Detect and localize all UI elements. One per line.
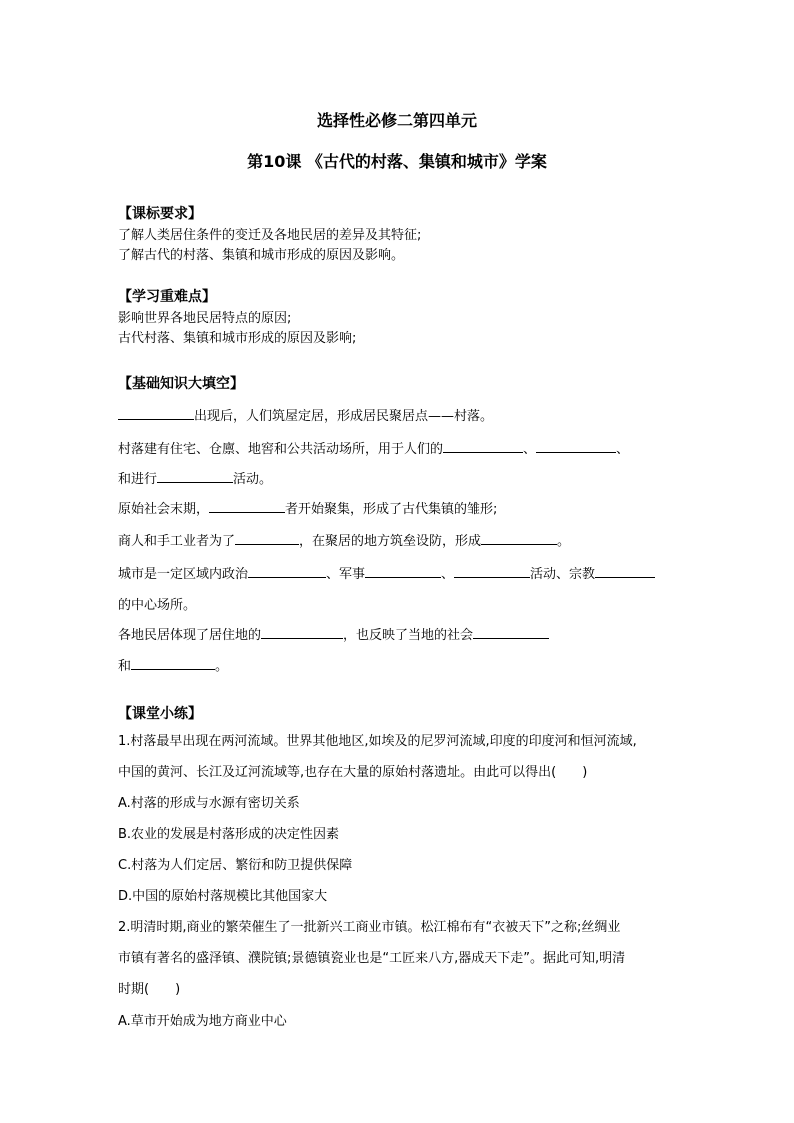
option-c[interactable]: C.村落为人们定居、繁衍和防卫提供保障 [118, 858, 353, 873]
question-2-line: 2.明清时期,商业的繁荣催生了一批新兴工商业市镇。松江棉布有“衣被天下”之称;丝绸业 [118, 920, 621, 935]
requirement-line: 了解人类居住条件的变迁及各地民居的差异及其特征; [118, 228, 422, 243]
fill-line-6: 城市是一定区域内政治 、军事 、 活动、宗教 [118, 563, 655, 582]
section-heading-fill-blanks: 【基础知识大填空】 [118, 376, 244, 392]
blank-field[interactable] [481, 530, 557, 545]
blank-field[interactable] [365, 563, 441, 578]
blank-field[interactable] [595, 563, 655, 578]
blank-field[interactable] [131, 655, 215, 670]
fill-line-1: 出现后，人们筑屋定居，形成居民聚居点——村落。 [118, 405, 493, 424]
blank-field[interactable] [473, 624, 549, 639]
fill-line-2: 村落建有住宅、仓廪、地窖和公共活动场所，用于人们的 、 、 [118, 438, 629, 457]
blank-field[interactable] [235, 530, 299, 545]
option-a[interactable]: A.村落的形成与水源有密切关系 [118, 796, 300, 811]
blank-field[interactable] [209, 498, 285, 513]
lesson-title: 第10课 《古代的村落、集镇和城市》学案 [247, 152, 547, 171]
blank-field[interactable] [454, 563, 530, 578]
blank-field[interactable] [248, 563, 326, 578]
fill-line-7: 的中心场所。 [118, 598, 197, 613]
unit-title: 选择性必修二第四单元 [316, 111, 477, 130]
requirement-line: 了解古代的村落、集镇和城市形成的原因及影响。 [118, 248, 405, 263]
section-heading-practice: 【课堂小练】 [118, 706, 202, 722]
option-b[interactable]: B.农业的发展是村落形成的决定性因素 [118, 827, 340, 842]
blank-field[interactable] [157, 468, 233, 483]
key-point-line: 古代村落、集镇和城市形成的原因及影响; [118, 331, 357, 346]
question-1-line: 中国的黄河、长江及辽河流域等,也存在大量的原始村落遗址。由此可以得出( ) [118, 765, 588, 780]
fill-line-3: 和进行 活动。 [118, 468, 272, 487]
fill-line-5: 商人和手工业者为了 ，在聚居的地方筑垒设防，形成 。 [118, 530, 570, 549]
fill-line-9: 和 。 [118, 655, 228, 674]
fill-line-8: 各地民居体现了居住地的 ，也反映了当地的社会 [118, 624, 549, 643]
key-point-line: 影响世界各地民居特点的原因; [118, 311, 292, 326]
section-heading-requirements: 【课标要求】 [118, 206, 202, 222]
question-2-line: 市镇有著名的盛泽镇、濮院镇;景德镇瓷业也是“工匠来八方,器成天下走”。据此可知,明清 [118, 951, 626, 966]
blank-field[interactable] [261, 624, 343, 639]
blank-field[interactable] [536, 438, 616, 453]
question-2-line: 时期( ) [118, 982, 181, 997]
section-heading-key-points: 【学习重难点】 [118, 289, 216, 305]
option-a[interactable]: A.草市开始成为地方商业中心 [118, 1014, 287, 1029]
question-1-line: 1.村落最早出现在两河流域。世界其他地区,如埃及的尼罗河流域,印度的印度河和恒河流域, [118, 734, 637, 749]
blank-field[interactable] [118, 405, 194, 420]
blank-field[interactable] [443, 438, 523, 453]
fill-line-4: 原始社会末期， 者开始聚集，形成了古代集镇的雏形; [118, 498, 497, 517]
option-d[interactable]: D.中国的原始村落规模比其他国家大 [118, 889, 328, 904]
